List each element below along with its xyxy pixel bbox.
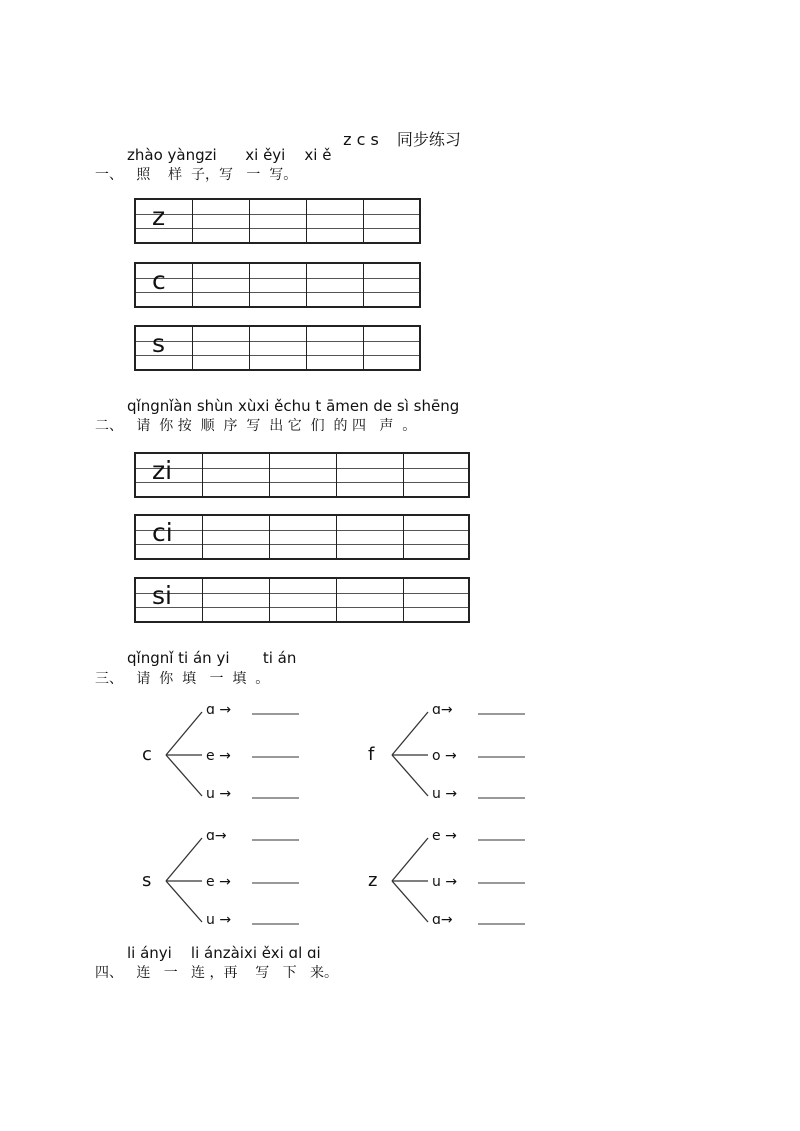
tree-branch: u → xyxy=(206,912,232,928)
spelling-tree-s xyxy=(140,826,320,936)
grid-letter: zi xyxy=(152,456,173,485)
tree-root: c xyxy=(142,744,152,765)
section3-heading: 三、 请 你 填 一 填 。 xyxy=(95,671,270,687)
section3-pinyin: qǐngnǐ ti án yi ti án xyxy=(127,649,297,667)
writing-grid-si[interactable] xyxy=(134,577,470,623)
section4-heading: 四、 连 一 连 ，再 写 下 来。 xyxy=(95,965,339,981)
writing-grid-s[interactable] xyxy=(134,325,421,371)
page-title xyxy=(333,108,461,150)
grid-letter: si xyxy=(152,581,172,610)
section2-pinyin: qǐngnǐàn shùn xùxi ěchu t āmen de sì shēng xyxy=(127,397,460,415)
section1-pinyin: zhào yàngzi xi ěyi xi ě xyxy=(127,146,332,164)
tree-branch: u → xyxy=(432,786,458,802)
writing-grid-ci[interactable] xyxy=(134,514,470,560)
spelling-tree-c xyxy=(140,700,320,810)
tree-root: f xyxy=(368,744,375,765)
grid-letter: z xyxy=(152,202,166,231)
tree-root: z xyxy=(368,870,378,891)
tree-branch: e → xyxy=(206,874,231,890)
grid-letter: c xyxy=(152,266,166,295)
writing-grid-c[interactable] xyxy=(134,262,421,308)
grid-letter: ci xyxy=(152,518,173,547)
tree-branch: ɑ→ xyxy=(432,702,453,718)
writing-grid-zi[interactable] xyxy=(134,452,470,498)
tree-root: s xyxy=(142,870,152,891)
section1-heading: 一、 照 样 子，写 一 写。 xyxy=(95,167,298,183)
section2-heading: 二、 请 你 按 顺 序 写 出 它 们 的 四 声 。 xyxy=(95,418,417,434)
tree-branch: e → xyxy=(206,748,231,764)
tree-branch: u → xyxy=(432,874,458,890)
grid-letter: s xyxy=(152,329,166,358)
title-latin: z c s xyxy=(343,130,379,149)
spelling-tree-z xyxy=(366,826,546,936)
section4-pinyin: li ányi li ánzàixi ěxi ɑl ɑi xyxy=(127,944,321,962)
tree-branch: e → xyxy=(432,828,457,844)
spelling-tree-f xyxy=(366,700,546,810)
tree-branch: o → xyxy=(432,748,457,764)
writing-grid-z[interactable] xyxy=(134,198,421,244)
title-chinese: 同步练习 xyxy=(396,130,461,149)
tree-branch: ɑ→ xyxy=(206,828,227,844)
tree-branch: u → xyxy=(206,786,232,802)
tree-branch: ɑ → xyxy=(206,702,232,718)
tree-branch: ɑ→ xyxy=(432,912,453,928)
